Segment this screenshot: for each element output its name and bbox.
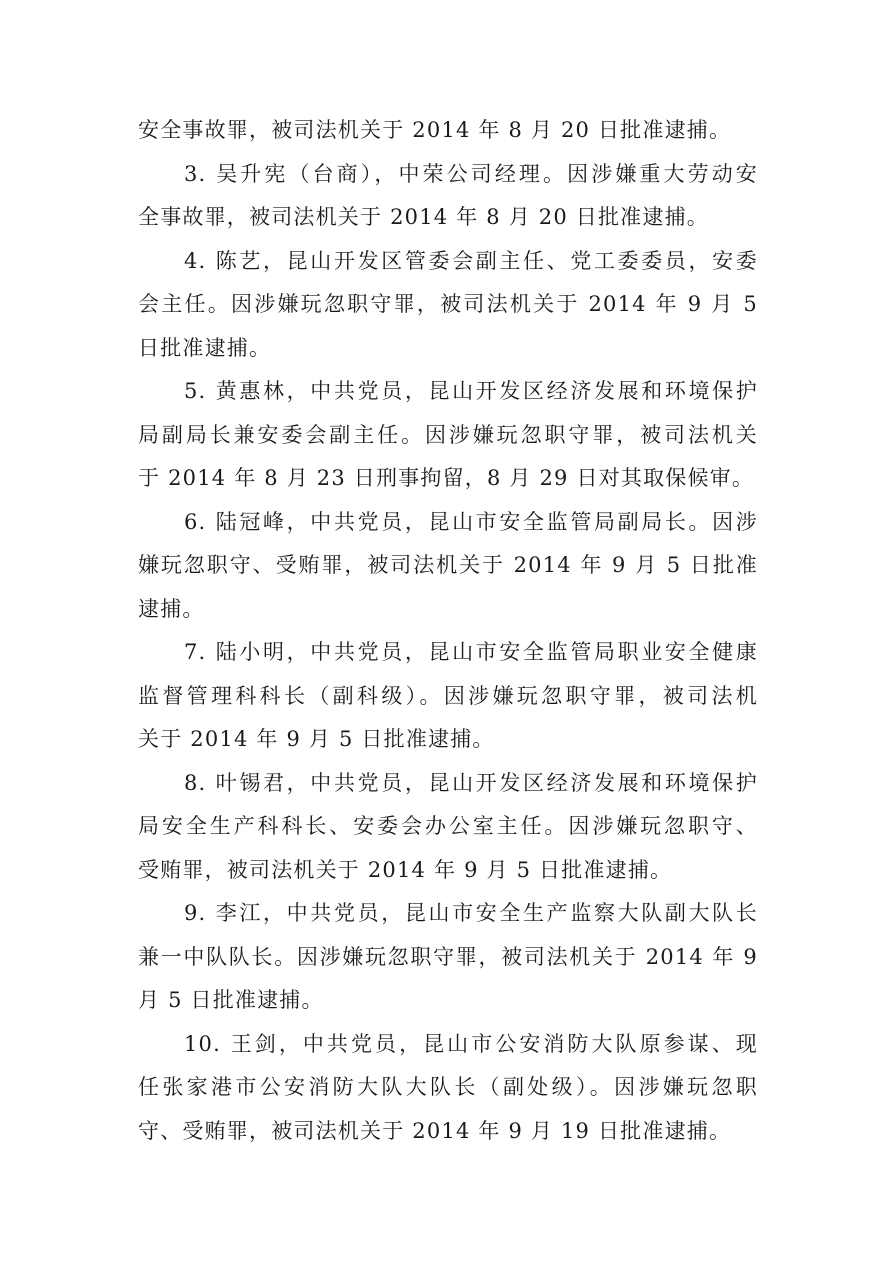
text-line: 会主任。因涉嫌玩忽职守罪，被司法机关于 2014 年 9 月 5 bbox=[138, 292, 758, 316]
text-line: 监督管理科科长（副科级）。因涉嫌玩忽职守罪，被司法机 bbox=[138, 683, 758, 708]
document-body bbox=[138, 109, 758, 1153]
text-line: 5. 黄惠林，中共党员，昆山开发区经济发展和环境保护 bbox=[184, 379, 758, 403]
text-line: 全事故罪，被司法机关于 2014 年 8 月 20 日批准逮捕。 bbox=[138, 205, 709, 229]
text-line: 8. 叶锡君，中共党员，昆山开发区经济发展和环境保护 bbox=[184, 770, 758, 795]
text-line: 逮捕。 bbox=[138, 596, 205, 621]
text-line: 关于 2014 年 9 月 5 日批准逮捕。 bbox=[138, 727, 495, 751]
text-line: 守、受贿罪，被司法机关于 2014 年 9 月 19 日批准逮捕。 bbox=[138, 1118, 732, 1143]
text-line: 日批准逮捕。 bbox=[138, 335, 272, 360]
text-line: 3. 吴升宪（台商），中荣公司经理。因涉嫌重大劳动安 bbox=[184, 161, 758, 186]
text-line: 安全事故罪，被司法机关于 2014 年 8 月 20 日批准逮捕。 bbox=[138, 118, 732, 142]
text-line: 9. 李江，中共党员，昆山市安全生产监察大队副大队长 bbox=[184, 901, 758, 925]
text-line: 局安全生产科科长、安委会办公室主任。因涉嫌玩忽职守、 bbox=[138, 814, 758, 838]
text-line: 4. 陈艺，昆山开发区管委会副主任、党工委委员，安委 bbox=[184, 248, 758, 273]
text-line: 7. 陆小明，中共党员，昆山市安全监管局职业安全健康 bbox=[184, 640, 758, 664]
text-line: 10. 王剑，中共党员，昆山市公安消防大队原参谋、现 bbox=[184, 1031, 758, 1056]
text-line: 兼一中队队长。因涉嫌玩忽职守罪，被司法机关于 2014 年 9 bbox=[138, 944, 758, 969]
text-line: 6. 陆冠峰，中共党员，昆山市安全监管局副局长。因涉 bbox=[184, 509, 758, 534]
text-line: 于 2014 年 8 月 23 日刑事拘留，8 月 29 日对其取保候审。 bbox=[138, 466, 755, 490]
text-line: 局副局长兼安委会副主任。因涉嫌玩忽职守罪，被司法机关 bbox=[138, 422, 758, 447]
text-line: 任张家港市公安消防大队大队长（副处级）。因涉嫌玩忽职 bbox=[138, 1075, 758, 1099]
text-line: 月 5 日批准逮捕。 bbox=[138, 988, 324, 1012]
text-line: 受贿罪，被司法机关于 2014 年 9 月 5 日批准逮捕。 bbox=[138, 857, 673, 882]
text-line: 嫌玩忽职守、受贿罪，被司法机关于 2014 年 9 月 5 日批准 bbox=[138, 553, 758, 577]
